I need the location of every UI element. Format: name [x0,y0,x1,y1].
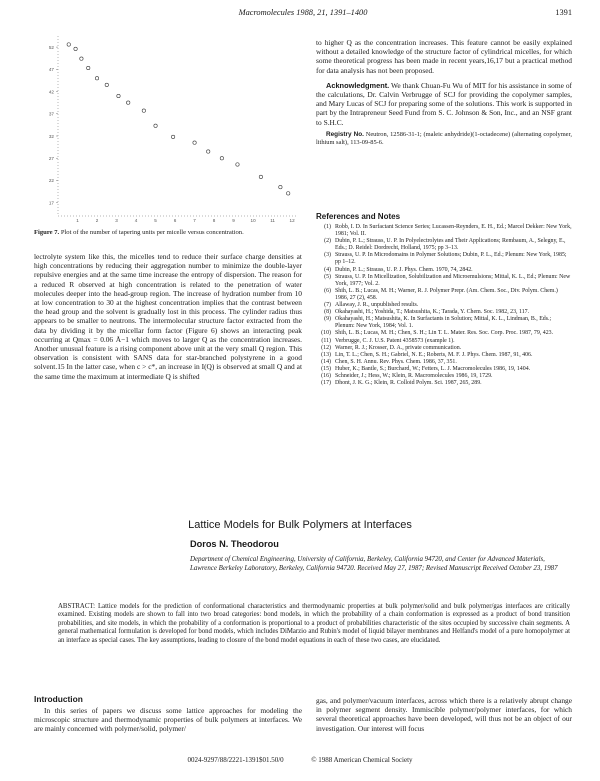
reference-text: Okahayashi, H.; Matsushita, K. In Surfactants in Solution; Mittal, K. L., Lindman, B., Eds.; Plenum: New York, 1984; Vol. 1. [335,316,552,330]
reference-item [316,359,572,366]
acknowledgment [316,81,572,127]
reference-text: Dubin, P. L.; Strauss, U. P. J. Phys. Chem. 1970, 74, 2842. [335,266,473,273]
reference-text: Shih, L. B.; Lucas, M. H.; Chen, S. H.; Lin T. L. Mater. Res. Soc. Corp. Proc. 1987, 79, 423. [335,330,554,337]
data-point [171,135,174,138]
reference-item [316,366,572,373]
y-tick-label: 42 [48,89,54,95]
reference-number: (3) [324,252,331,259]
reference-item [316,288,572,302]
data-point [95,77,98,80]
x-tick-label: 8 [212,218,216,222]
figure-caption-text: Plot of the number of tapering units per micelle versus concentration. [60,229,244,236]
x-tick-label: 3 [115,218,118,222]
data-point [127,101,130,104]
body-continuation: to higher Q as the concentration increases. This feature cannot be easily explained without a detailed knowledge of the structure factor of cylindrical micelles, for which some theoretical progress has been made in recent years,16,17 but a practical method for data analysis has not been proposed. [316,38,572,75]
reference-number: (13) [321,351,331,358]
x-tick-label: 4 [134,218,138,222]
reference-text: Shih, L. B.; Lucas, M. H.; Warner, R. J. Polymer Prepr. (Am. Chem. Soc., Div. Polym. Chem.) 1986, 27 (2), 458. [335,287,558,301]
introduction-left-text: In this series of papers we discuss some lattice approaches for modeling the microscopic structure and thermodynamic properties of bulk polymers at interfaces. We are mainly concerned with polymer/solid, polymer/ [34,706,302,734]
reference-text: Warner, R. J.; Krosser, D. A., private communication. [335,344,462,351]
reference-number: (15) [321,365,331,372]
x-tick-label: 11 [270,218,275,222]
x-tick-label: 6 [173,218,177,222]
reference-text: Strauss, U. P. In Micellization, Solubilization and Microemulsions; Mittal, K. L., Ed.; Plenum: New York, 1977; Vol. 2. [335,273,571,287]
article-affiliation: Department of Chemical Engineering, University of California, Berkeley, California 94720, and Center for Advanced Materials, Lawrence Berkeley Laboratory, Berkeley, California 94720. Received May 27, 1987; Revised Manuscript Received October 23, 1987 [190,556,558,572]
reference-text: Allaway, J. R., unpublished results. [335,302,419,309]
x-tick-label: 5 [154,218,157,222]
data-point [220,157,223,160]
data-point [193,141,196,144]
right-column-body [316,38,572,146]
reference-item [316,224,572,238]
y-tick-label: 47 [48,67,54,73]
figure-caption-label: Figure 7. [34,229,60,236]
x-tick-label: 9 [232,218,235,222]
acknowledgment-text: We thank Chuan-Fu Wu of MIT for his assistance in some of the calculations, Dr. Calvin Verbrugge of SCJ for providing the copolymer samples, and Mary Lucas of SCJ for preparing some of the solutions. This work is supported in part by the Intrapreneur Seed Fund from S. C. Johnson & Son, Inc., and an NSF grant to S.H.C. [316,80,572,127]
data-point [236,163,239,166]
x-tick-label: 7 [193,218,196,222]
reference-text: Chen, S. H. Annu. Rev. Phys. Chem. 1986, 37, 351. [335,358,457,365]
data-point [207,150,210,153]
y-tick-label: 17 [48,200,54,206]
registry-numbers [316,131,572,147]
reference-item [316,352,572,359]
reference-text: Huber, K.; Bantle, S.; Burchard, W.; Fetters, L. J. Macromolecules 1986, 19, 1404. [335,365,531,372]
reference-number: (1) [324,224,331,230]
page-number: 1391 [555,8,572,17]
footer-copyright: © 1988 American Chemical Society [311,756,413,764]
reference-item [316,252,572,266]
reference-number: (8) [324,309,331,316]
references-heading: References and Notes [316,212,401,221]
reference-number: (14) [321,358,331,365]
reference-item [316,373,572,380]
article-author: Doros N. Theodorou [190,539,279,549]
data-point [117,94,120,97]
y-tick-label: 27 [48,156,54,162]
reference-item [316,330,572,337]
data-point [87,66,90,69]
left-column-body [34,252,302,381]
data-point [142,109,145,112]
article-abstract: ABSTRACT: Lattice models for the prediction of conformational characteristics and thermodynamic properties at bulk polymer/solid and bulk polymer/gas interfaces are critically examined. Existing models are shown to fall into two broad categories: bond models, in which the probability of a chain conformation is expressed as a product of bond transition probabilities, and site models, in which the probability of a conformation is proportional to a product of probabilities characteristic of the sites occupied by successive chain segments. A general mathematical formulation is developed for bond models, which includes DiMarzio and Rubin's model of liquid bilayer membranes and Helfand's model of a pure homopolymer at an interface as special cases. The key assumptions, leading to closure of the bond model equations in each of these two cases, are elucidated. [58,603,570,644]
footer-code: 0024-9297/88/2221-1391$01.50/0 [187,756,284,764]
reference-item [316,345,572,352]
reference-number: (6) [324,287,331,294]
introduction-right-text: gas, and polymer/vacuum interfaces, across which there is a relatively abrupt change in polymer segment density. Immiscible polymer/polymer interfaces, for which several theoretical approaches have been developed, will thus not be an object of our investigation. Our interest will focus [316,696,572,733]
y-tick-label: 52 [48,44,54,50]
data-point [74,47,77,50]
data-point [259,175,262,178]
references-list [316,224,572,387]
y-tick-label: 37 [48,111,54,117]
data-point [67,43,70,46]
reference-item [316,274,572,288]
introduction-heading: Introduction [34,694,83,704]
reference-text: Schneider, J.; Hess, W.; Klein, R. Macromolecules 1986, 19, 1729. [335,372,493,379]
registry-text: Neutron, 12586-31-1; (maleic anhydride)(1-octadecene) (alternating copolymer, lithium salt), 113-09-85-6. [316,130,572,146]
reference-number: (7) [324,302,331,309]
data-point [286,192,289,195]
reference-number: (2) [324,238,331,245]
journal-citation: Macromolecules 1988, 21, 1391–1400 [238,8,368,17]
running-header [34,8,572,22]
reference-text: Verbrugge, C. J. U.S. Patent 4358573 (example 1). [335,337,455,344]
reference-text: Dhont, J. K. G.; Klein, R. Colloid Polym. Sci. 1987, 265, 289. [335,380,482,387]
reference-item [316,380,572,387]
reference-number: (12) [321,344,331,351]
data-point [279,185,282,188]
reference-number: (17) [321,380,331,387]
acknowledgment-title: Acknowledgment. [326,80,390,90]
reference-item [316,238,572,252]
data-point [105,83,108,86]
article-title: Lattice Models for Bulk Polymers at Interfaces [188,519,412,531]
reference-number: (11) [321,337,331,344]
reference-number: (4) [324,266,331,273]
x-tick-label: 2 [95,218,99,222]
figure-caption [34,229,302,237]
reference-item [316,302,572,309]
y-tick-label: 22 [48,178,54,184]
reference-item [316,267,572,274]
reference-text: Strauss, U. P. In Microdomains in Polymer Solutions; Dubin, P. L., Ed.; Plenum: New York, 1985; pp 1–12. [335,252,567,266]
reference-item [316,316,572,330]
reference-number: (9) [324,316,331,323]
reference-item [316,338,572,345]
data-point [80,57,83,60]
reference-text: Dubin, P. L.; Strauss, U. P. In Polyelectrolytes and Their Applications; Rembaum, A., Selegny, E., Eds.; D. Reidel: Dordrecht, Holland, 1975; pp 3–13. [335,238,566,252]
reference-number: (5) [324,273,331,280]
x-tick-label: 10 [250,218,256,222]
reference-number: (16) [321,372,331,379]
reference-number: (10) [321,330,331,337]
reference-text: Okahayashi, H.; Yoshida, T.; Matsushita, K.; Tarada, Y. Chem. Soc. 1982, 23, 117. [335,309,530,316]
x-tick-label: 1 [76,218,79,222]
x-tick-label: 12 [289,218,295,222]
data-point [154,124,157,127]
y-tick-label: 32 [48,133,54,139]
registry-title: Registry No. [326,130,364,138]
reference-text: Lin, T. L.; Chen, S. H.; Gabriel, N. E.; Roberts, M. F. J. Phys. Chem. 1987, 91, 406. [335,351,533,358]
reference-text: Robb, I. D. In Surfactant Science Series; Lucassen-Reynders, E. H., Ed.; Marcel Dekker: New York, 1981; Vol. II. [335,224,572,238]
figure-7-scatter-plot [34,32,302,222]
page-footer [0,756,600,764]
body-paragraph: lectrolyte system like this, the micelles tend to reduce their surface charge densities at high concentrations by reducing their aggregation number to minimize the double-layer repulsive energies and at the same time increase the entropy of dispersion. The reason for a reduced R observed at high concentration is related to the penetration of water molecules deeper into the head-group region. The increase of hydration number from 10 at low concentration to 30 at the highest concentration implies that the contrast between the head group and the solvent is gradually lost in this process. The cylinder radius thus appears to be smaller to neutrons. The intermolecular structure factor extracted from the data by dividing it by the micellar form factor (Figure 6) shows an interacting peak occurring at Qmax = 0.06 Å−1 which moves to larger Q as the concentration increases. Another unusual feature is a rising component above unit at the very small Q region. This observation is consistent with SANS data for star-branched polystyrene in a good solvent.15 In the latter case, when c > c*, an increase in I(Q) is observed at small Q and at the same time the maximum at intermediate Q is shifted [34,252,302,381]
